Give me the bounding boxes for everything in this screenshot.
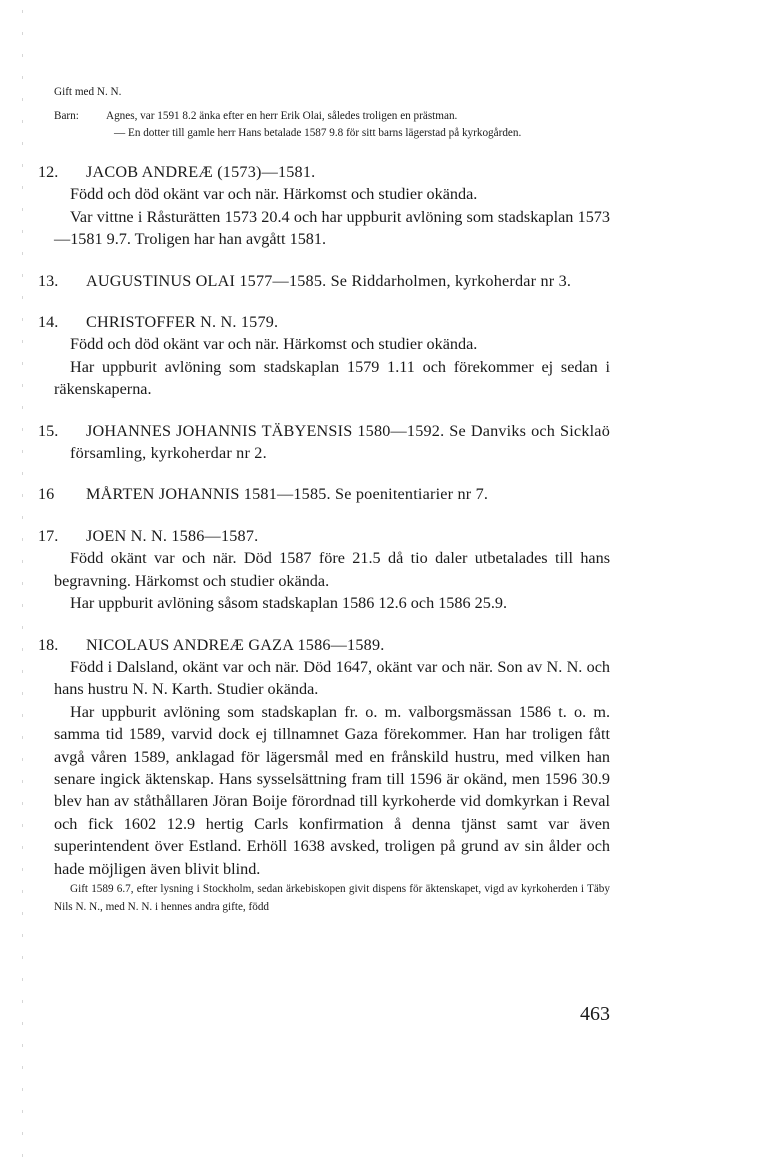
entry-title: AUGUSTINUS OLAI 1577—1585. Se Riddarholmen, kyrkoherdar nr 3.	[86, 271, 572, 290]
entry-number: 16	[38, 485, 55, 504]
entry-13	[38, 270, 610, 292]
children-body	[106, 108, 521, 142]
entry-paragraph: Född och död okänt var och när. Härkomst och studier okända.	[70, 335, 478, 354]
marriage-footnote: Gift 1589 6.7, efter lysning i Stockholm, sedan ärkebiskopen givit dispens för äktenskapet, vigd av kyrkoherden i Täby Nils N. N., med N. N. i hennes andra gifte, född	[54, 882, 610, 913]
marriage-note: Gift med N. N.	[54, 86, 122, 98]
entry-number: 18.	[38, 635, 59, 654]
entry-title: NICOLAUS ANDREÆ GAZA 1586—1589.	[86, 635, 385, 654]
entry-paragraph: Har uppburit avlöning som stadskaplan fr. o. m. valborgsmässan 1586 t. o. m. samma tid 1589, varvid dock ej tillnamnet Gaza förekommer. Han har troligen fått avgå våren 1589, anklagad för lägersmål med en frånskild hustru, med vilken han senare ingick äktenskap. Hans sysselsättning fram till 1596 är okänd, men 1596 30.9 blev han av ståthållaren Jöran Boije förordnad till kyrkoherde vid domkyrkan i Reval och fick 1602 12.9 hertig Carls konfirmation å denna tjänst samt var även superintendent över Estland. Erhöll 1638 avsked, troligen på grund av sin ålder och hade möjligen även blivit blind.	[54, 702, 610, 878]
children-note	[54, 108, 610, 142]
entry-heading	[38, 420, 610, 465]
entry-number: 12.	[38, 163, 59, 181]
children-label: Barn:	[54, 110, 79, 122]
scan-margin-dots	[22, 10, 23, 1160]
entry-number: 15.	[38, 421, 59, 440]
entry-14	[38, 311, 610, 401]
entry-number: 14.	[38, 313, 59, 332]
entry-12	[38, 161, 610, 251]
entry-heading	[38, 483, 610, 505]
entry-paragraph: Född i Dalsland, okänt var och när. Död 1647, okänt var och när. Son av N. N. och hans hustru N. N. Karth. Studier okända.	[54, 657, 610, 699]
entry-17	[38, 525, 610, 615]
entry-heading	[38, 270, 610, 292]
entry-title: JOEN N. N. 1586—1587.	[86, 526, 259, 545]
children-line: — En dotter till gamle herr Hans betalade 1587 9.8 för sitt barns lägerstad på kyrkogården.	[114, 127, 522, 139]
entry-paragraph: Har uppburit avlöning som stadskaplan 1579 1.11 och förekommer ej sedan i räkenskaperna.	[54, 357, 610, 399]
entry-15	[38, 420, 610, 465]
entry-number: 17.	[38, 526, 59, 545]
header-notes	[54, 84, 610, 142]
entry-number: 13.	[38, 271, 59, 290]
entry-heading	[38, 161, 610, 183]
entry-paragraph: Född okänt var och när. Död 1587 före 21.5 då tio daler utbetalades till hans begravning. Härkomst och studier okända.	[54, 549, 610, 590]
entry-paragraph: Född och död okänt var och när. Härkomst och studier okända.	[70, 185, 478, 204]
entry-heading	[38, 311, 610, 333]
entry-paragraph: Har uppburit avlöning såsom stadskaplan 1586 12.6 och 1586 25.9.	[70, 594, 508, 613]
entry-title: CHRISTOFFER N. N. 1579.	[86, 313, 279, 332]
entry-heading	[38, 634, 610, 656]
document-page	[38, 84, 610, 916]
entry-paragraph: Var vittne i Råsturätten 1573 20.4 och har uppburit avlöning som stadskaplan 1573—1581 9.7. Troligen har han avgått 1581.	[54, 207, 610, 249]
entry-16	[38, 483, 610, 505]
children-line: Agnes, var 1591 8.2 änka efter en herr Erik Olai, således troligen en prästman.	[106, 110, 458, 122]
entry-title: JACOB ANDREÆ (1573)—1581.	[86, 163, 316, 181]
entry-title: JOHANNES JOHANNIS TÄBYENSIS 1580—1592. Se Danviks och Sicklaö församling, kyrkoherdar nr 2.	[70, 421, 610, 463]
entry-heading	[38, 525, 610, 547]
entry-title: MÅRTEN JOHANNIS 1581—1585. Se poenitentiarier nr 7.	[86, 485, 489, 504]
page-number: 463	[580, 1003, 610, 1025]
entry-18	[38, 634, 610, 916]
